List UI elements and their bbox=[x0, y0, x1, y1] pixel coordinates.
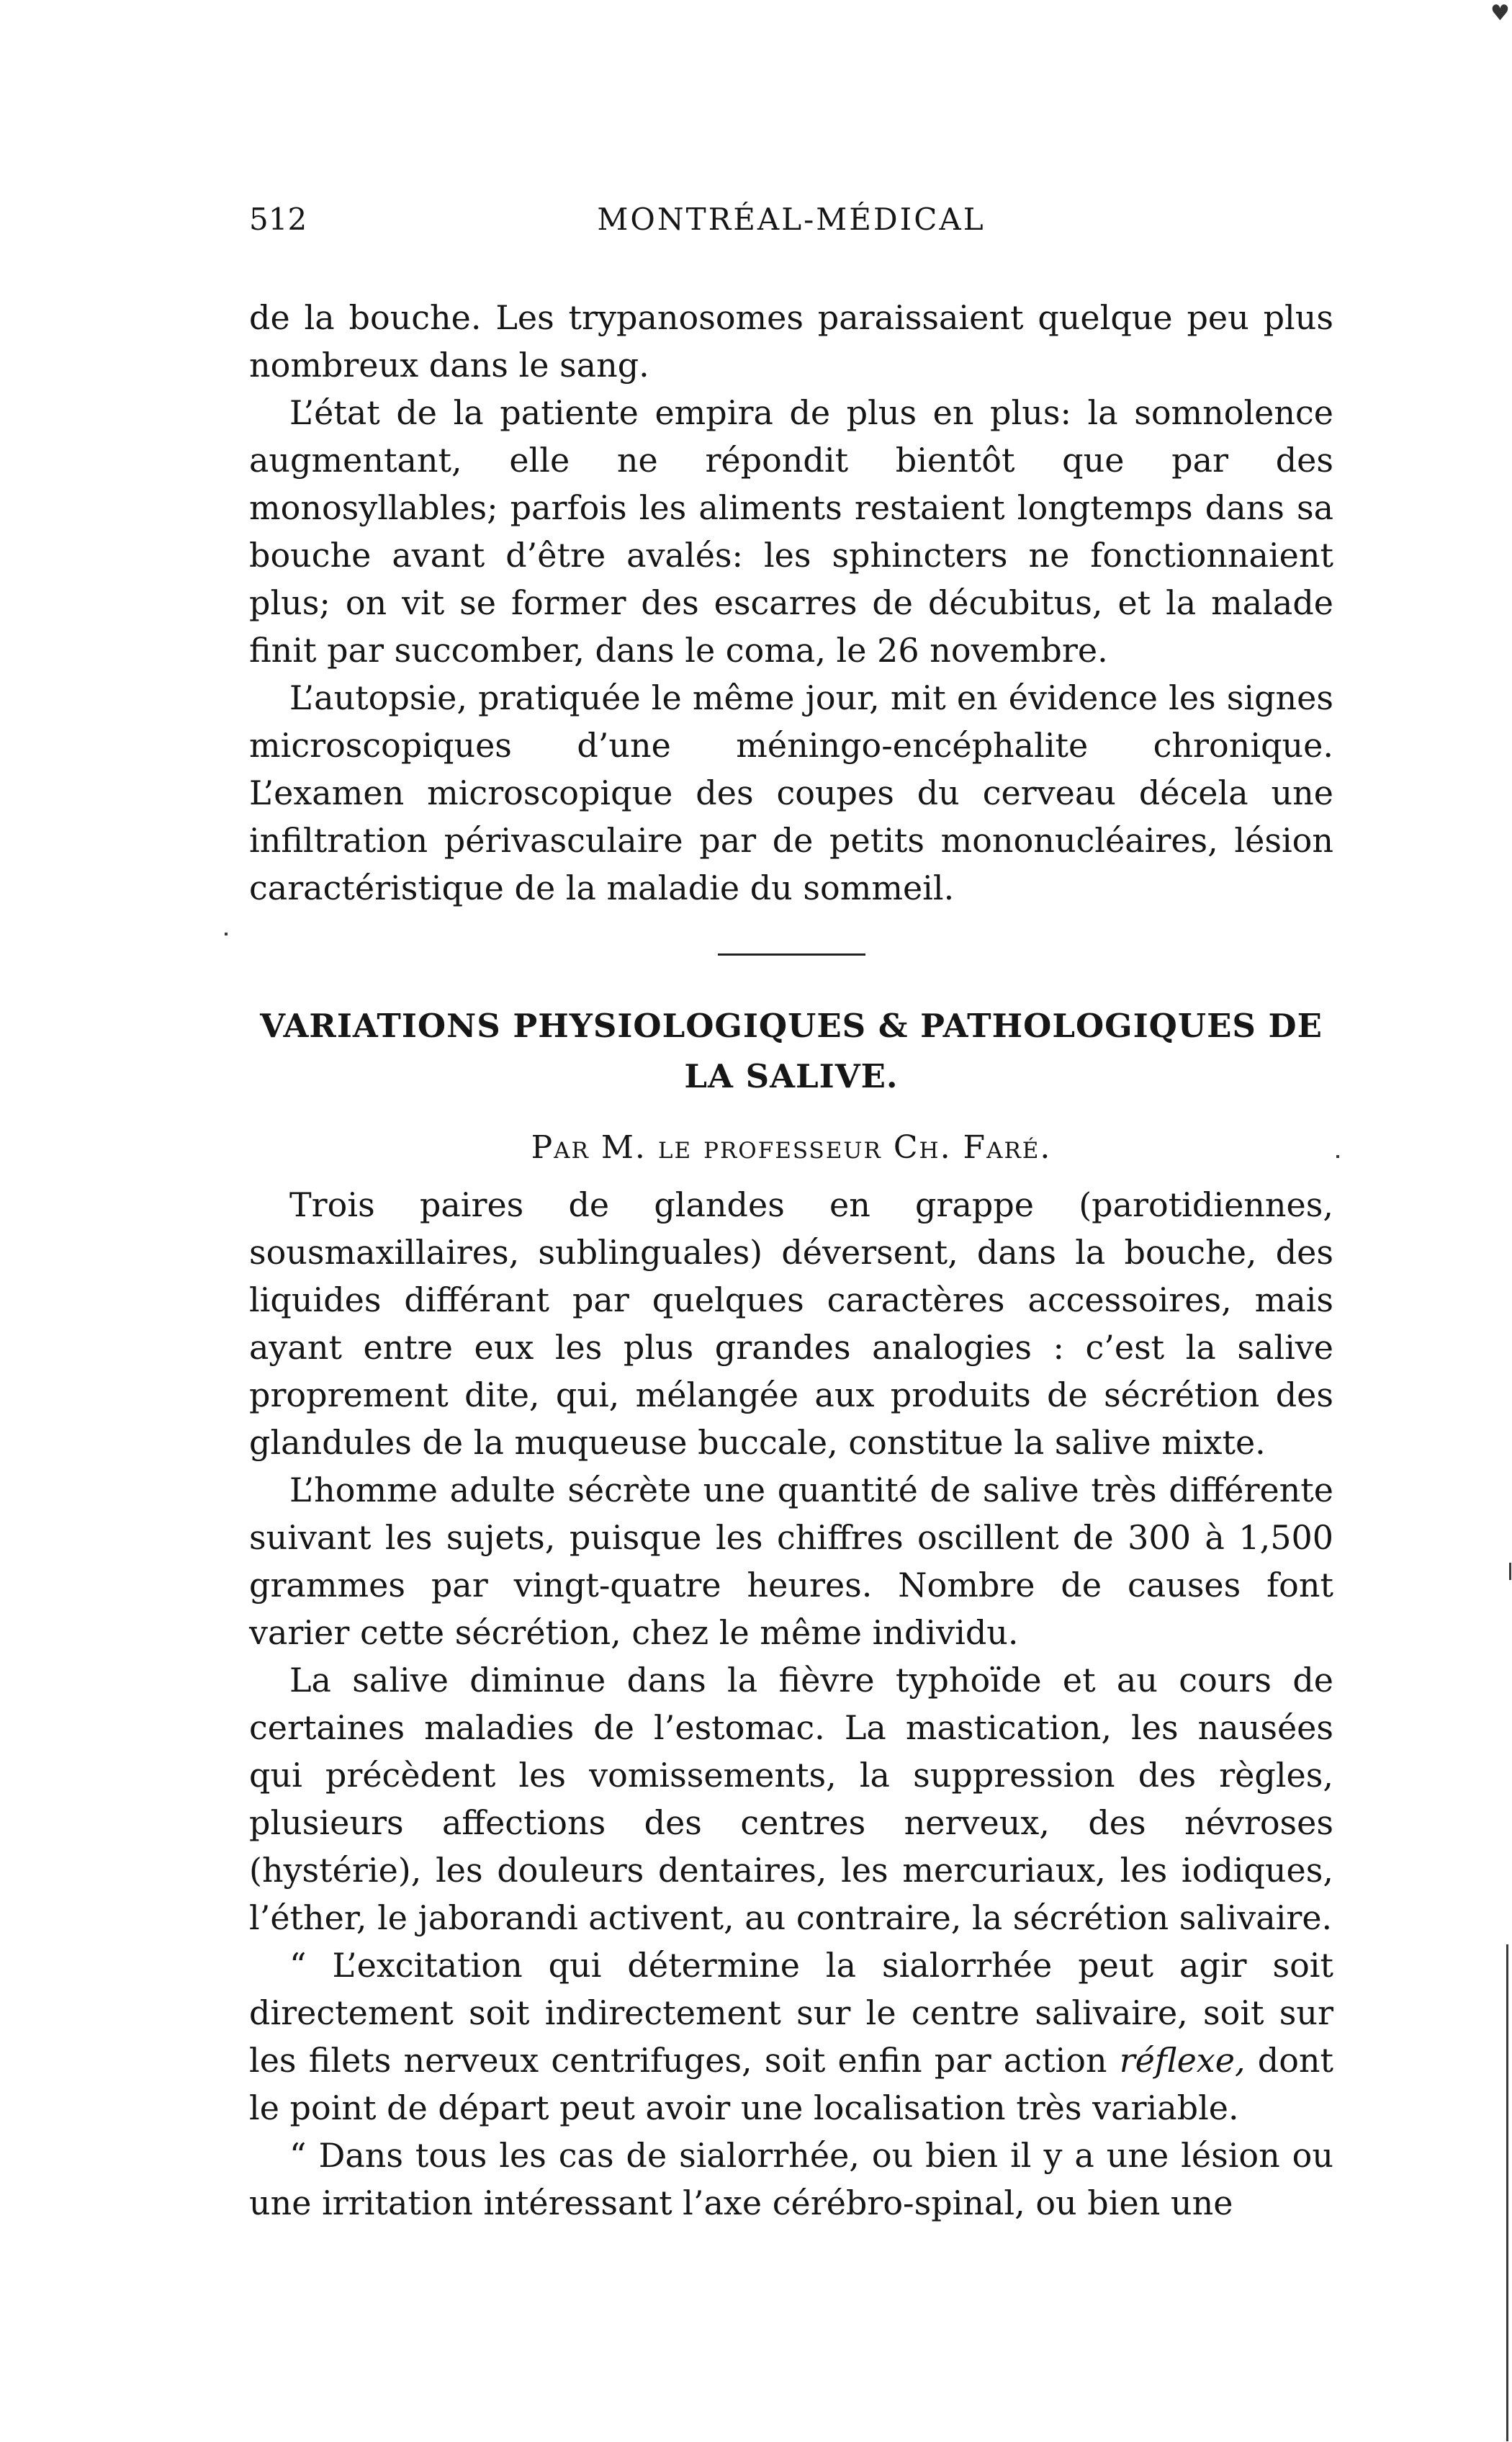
left-margin-scan-mark bbox=[225, 933, 228, 935]
article bbox=[249, 1001, 1333, 2227]
article-paragraph-3: La salive diminue dans la fièvre typhoïde et au cours de certaines maladies de l’estomac. La mastication, les nausées qui précèdent les vomissements, la suppression des règles, plusieurs affections des centres nerveux, des névroses (hystérie), les douleurs dentaires, les mercuriaux, les iodiques, l’éther, le jaborandi activent, au contraire, la sécrétion salivaire. bbox=[249, 1661, 1333, 1938]
case-paragraph-2: L’état de la patiente empira de plus en plus: la somnolence augmentant, elle ne répondit bientôt que par des monosyllables; parfois les aliments restaient longtemps dans sa bouche avant d’être avalés: les sphincters ne fonctionnaient plus; on vit se former des escarres de décubitus, et la malade finit par succomber, dans le coma, le 26 novembre. bbox=[249, 393, 1333, 670]
running-head bbox=[249, 194, 1333, 245]
section-divider bbox=[718, 953, 865, 956]
right-margin-scan-dot bbox=[1336, 1155, 1339, 1158]
article-paragraph-1: Trois paires de glandes en grappe (parotidiennes, sousmaxillaires, sublinguales) déversent, dans la bouche, des liquides différant par quelques caractères accessoires, mais ayant entre eux les plus grandes analogies : c’est la salive proprement dite, qui, mélangée aux produits de sécrétion des glandules de la muqueuse buccale, constitue la salive mixte. bbox=[249, 1185, 1333, 1463]
article-body bbox=[249, 1181, 1333, 2227]
page-number: 512 bbox=[249, 202, 307, 237]
article-quote-1 bbox=[249, 1942, 1333, 2132]
journal-title: MONTRÉAL-MÉDICAL bbox=[597, 202, 986, 237]
corner-scan-mark: ♥ bbox=[1490, 1, 1510, 26]
article-byline: Par M. le professeur Ch. Faré. bbox=[531, 1129, 1052, 1167]
article-quote-2: “ Dans tous les cas de sialorrhée, ou bien il y a une lésion ou une irritation intéressant l’axe cérébro-spinal, ou bien une bbox=[249, 2136, 1333, 2223]
quote-1-italic-term: réflexe, bbox=[1119, 2041, 1246, 2080]
case-paragraph-1: de la bouche. Les trypanosomes paraissaient quelque peu plus nombreux dans le sang. bbox=[249, 298, 1333, 385]
quote-1-opening-text: “ L’excitation qui détermine la sialorrhée peut agir soit directement soit indirectement sur le centre salivaire, soit sur les filets nerveux centrifuges, soit enfin par action bbox=[249, 1946, 1333, 2080]
article-title bbox=[249, 1001, 1333, 1102]
article-paragraph-2: L’homme adulte sécrète une quantité de salive très différente suivant les sujets, puisque les chiffres oscillent de 300 à 1,500 grammes par vingt-quatre heures. Nombre de causes font varier cette sécrétion, chez le même individu. bbox=[249, 1471, 1333, 1653]
case-paragraph-3: L’autopsie, pratiquée le même jour, mit en évidence les signes microscopiques d’une méningo-encéphalite chronique. L’examen microscopique des coupes du cerveau décela une infiltration périvasculaire par de petits mononucléaires, lésion caractéristique de la maladie du sommeil. bbox=[249, 678, 1333, 907]
quote-1-closing-text: dont le point de départ peut avoir une localisation très variable. bbox=[249, 2041, 1334, 2128]
right-margin-scan-mark bbox=[1509, 1563, 1511, 1580]
right-margin-scan-line bbox=[1506, 1944, 1508, 2441]
case-report-continuation bbox=[249, 294, 1333, 912]
article-title-line-1: VARIATIONS PHYSIOLOGIQUES & PATHOLOGIQUES DE bbox=[260, 1007, 1323, 1045]
book-page bbox=[249, 194, 1333, 2227]
article-title-line-2: LA SALIVE. bbox=[684, 1057, 899, 1095]
